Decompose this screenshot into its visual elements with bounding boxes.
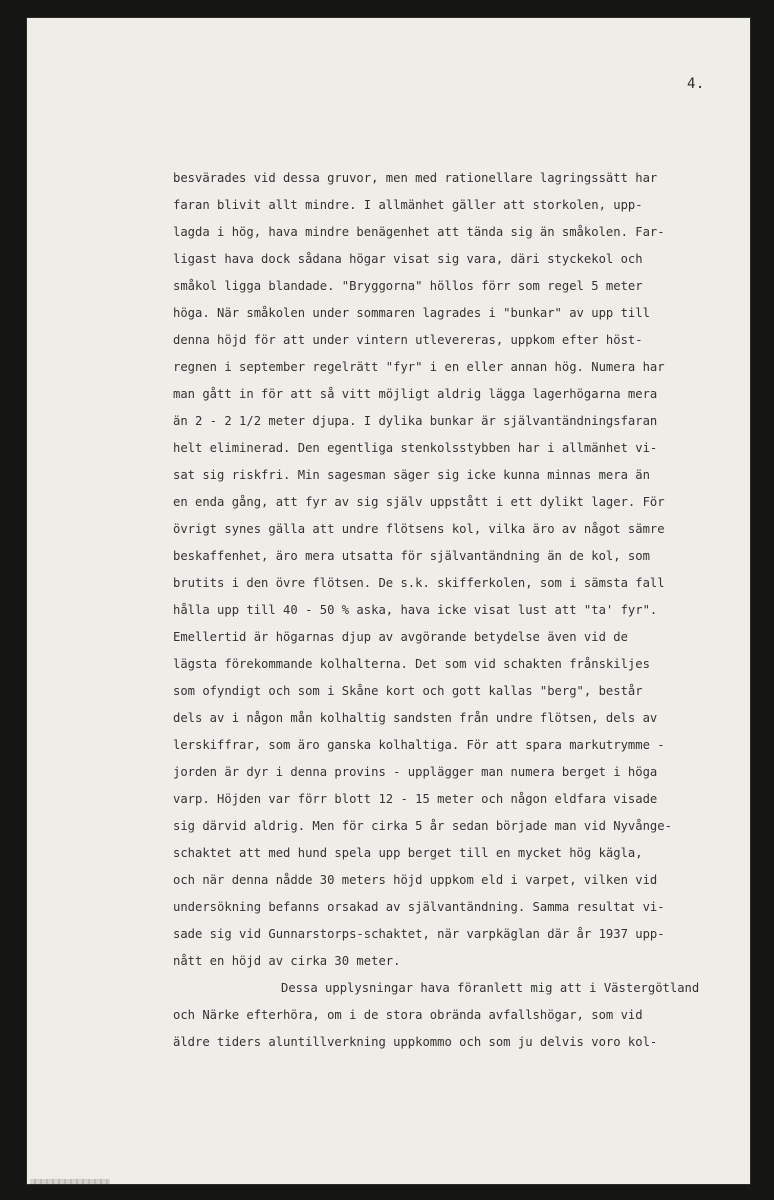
text-line: dels av i någon mån kolhaltig sandsten från undre flötsen, dels av — [173, 711, 658, 725]
text-line: brutits i den övre flötsen. De s.k. skifferkolen, som i sämsta fall — [173, 576, 665, 590]
text-line: jorden är dyr i denna provins - upplägger man numera berget i höga — [173, 765, 658, 779]
document-page — [27, 18, 750, 1184]
text-line: man gått in för att så vitt möjligt aldrig lägga lagerhögarna mera — [173, 387, 658, 401]
text-line: och Närke efterhöra, om i de stora obrända avfallshögar, som vid — [173, 1008, 643, 1022]
text-line: beskaffenhet, äro mera utsatta för självantändning än de kol, som — [173, 549, 650, 563]
text-line: varp. Höjden var förr blott 12 - 15 meter och någon eldfara visade — [173, 792, 658, 806]
text-line: sade sig vid Gunnarstorps-schaktet, när varpkäglan där år 1937 upp- — [173, 927, 665, 941]
text-line: Emellertid är högarnas djup av avgörande betydelse även vid de — [173, 630, 628, 644]
text-line: sig därvid aldrig. Men för cirka 5 år sedan började man vid Nyvånge- — [173, 819, 672, 833]
text-line: besvärades vid dessa gruvor, men med rationellare lagringssätt har — [173, 171, 658, 185]
text-line: lerskiffrar, som äro ganska kolhaltiga. För att spara markutrymme - — [173, 738, 665, 752]
text-line: faran blivit allt mindre. I allmänhet gäller att storkolen, upp- — [173, 198, 643, 212]
text-line: höga. När småkolen under sommaren lagrades i "bunkar" av upp till — [173, 306, 650, 320]
text-line: sat sig riskfri. Min sagesman säger sig icke kunna minnas mera än — [173, 468, 650, 482]
text-line: undersökning befanns orsakad av självantändning. Samma resultat vi- — [173, 900, 665, 914]
text-line: ligast hava dock sådana högar visat sig vara, däri styckekol och — [173, 252, 643, 266]
text-line: en enda gång, att fyr av sig själv uppstått i ett dylikt lager. För — [173, 495, 665, 509]
text-line: lägsta förekommande kolhalterna. Det som vid schakten frånskiljes — [173, 657, 650, 671]
text-line: nått en höjd av cirka 30 meter. — [173, 954, 401, 968]
text-line: denna höjd för att under vintern utlevereras, uppkom efter höst- — [173, 333, 643, 347]
text-line: som ofyndigt och som i Skåne kort och gott kallas "berg", består — [173, 684, 643, 698]
text-line: än 2 - 2 1/2 meter djupa. I dylika bunkar är självantändningsfaran — [173, 414, 658, 428]
text-line: hålla upp till 40 - 50 % aska, hava icke visat lust att "ta' fyr". — [173, 603, 658, 617]
typewritten-body — [173, 165, 773, 1056]
page-number: 4. — [687, 76, 705, 92]
text-line: och när denna nådde 30 meters höjd uppkom eld i varpet, vilken vid — [173, 873, 658, 887]
text-line: schaktet att med hund spela upp berget till en mycket hög kägla, — [173, 846, 643, 860]
text-line: småkol ligga blandade. "Bryggorna" höllos förr som regel 5 meter — [173, 279, 643, 293]
scan-edge-mark — [30, 1179, 110, 1184]
text-line: Dessa upplysningar hava föranlett mig att i Västergötland — [281, 981, 700, 995]
text-line: äldre tiders aluntillverkning uppkommo och som ju delvis voro kol- — [173, 1035, 658, 1049]
text-line: lagda i hög, hava mindre benägenhet att tända sig än småkolen. Far- — [173, 225, 665, 239]
text-line: regnen i september regelrätt "fyr" i en eller annan hög. Numera har — [173, 360, 665, 374]
text-line: övrigt synes gälla att undre flötsens kol, vilka äro av något sämre — [173, 522, 665, 536]
text-line: helt eliminerad. Den egentliga stenkolsstybben har i allmänhet vi- — [173, 441, 658, 455]
